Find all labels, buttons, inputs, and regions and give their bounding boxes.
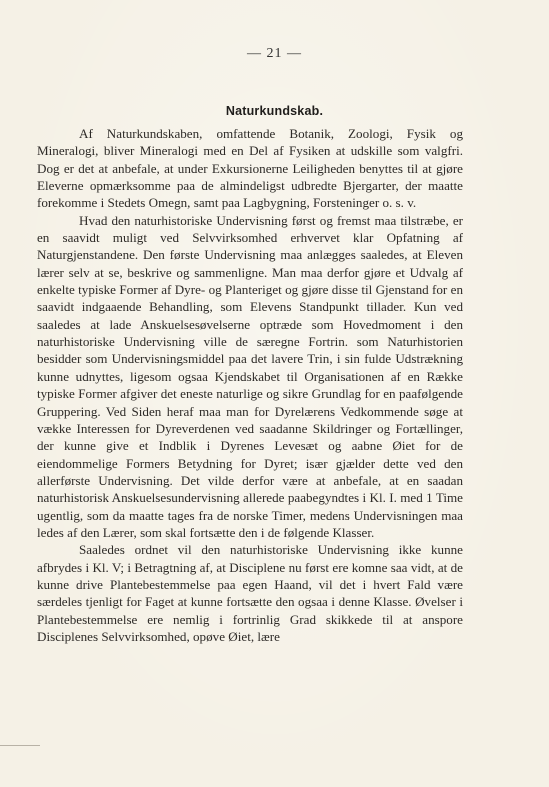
paragraph-3: Saaledes ordnet vil den naturhistoriske Undervisning ikke kunne afbrydes i Kl. V; i Betragtning af, at Disciplene nu først ere komne saa vidt, at de kunne drive Plantebestemmelse paa egen Haand, vil det i hvert Fald være særdeles tjenligt for Faget at kunne fortsætte den ogsaa i denne Klasse. Øvelser i Plantebestemmelse ere nemlig i fortrinlig Grad skikkede til at anspore Disciplenes Selvvirksomhed, opøve Øiet, lære bbox=[37, 542, 463, 644]
page-number: — 21 — bbox=[247, 46, 302, 61]
paragraph-2: Hvad den naturhistoriske Undervisning først og fremst maa tilstræbe, er en saavidt muligt ved Selvvirksomhed erhvervet klar Opfatning af Naturgjenstandene. Den første Undervisning maa anlægges saaledes, at Eleven lærer selv at se, beskrive og sammenligne. Man maa derfor gjøre et Udvalg af enkelte typiske Former af Dyre- og Planteriget og gjøre disse til Gjenstand for en saavidt indgaaende Behandling, som Elevens Standpunkt tillader. Kun ved saaledes at lade Anskuelsesøvelserne optræde som Hovedmoment i den naturhistoriske Undervisning ville de særegne Fortrin. som Naturhistorien besidder som Undervisningsmiddel paa det lavere Trin, i sin fulde Udstrækning kunne udnyttes, ligesom ogsaa Kjendskabet til Organisationen af en Række typiske Former afgiver det eneste naturlige og sikre Grundlag for en paafølgende Gruppering. Ved Siden heraf maa man for Dyrelærens Vedkommende søge at vække Interessen for Dyreverdenen ved saadanne Skildringer og Fortællinger, der kunne give et Indblik i Dyrenes Levesæt og aabne Øiet for de eiendommelige Formers Betydning for Dyret; især gjælder dette ved den allerførste Undervisning. Det vilde derfor være at anbefale, at en saadan naturhistorisk Anskuelsesundervisning allerede paabegyndtes i Kl. I. med 1 Time ugentlig, som da maatte tages fra de norske Timer, medens Undervisningen maa ledes af den Lærer, som skal fortsætte den i de følgende Klasser. bbox=[37, 212, 463, 540]
margin-rule bbox=[0, 745, 40, 746]
body-text bbox=[37, 125, 463, 645]
paragraph-1: Af Naturkundskaben, omfattende Botanik, Zoologi, Fysik og Mineralogi, bliver Mineralogi med en Del af Fysiken at udskille som valgfri. Dog er det at anbefale, at under Exkursionerne Leiligheden benyttes til at gjøre Eleverne opmærksomme paa de almindeligst udbredte Bjergarter, der maatte forekomme i Stedets Omegn, samt paa Lagbygning, Forsteninger o. s. v. bbox=[37, 126, 463, 211]
section-heading: Naturkundskab. bbox=[225, 104, 324, 118]
